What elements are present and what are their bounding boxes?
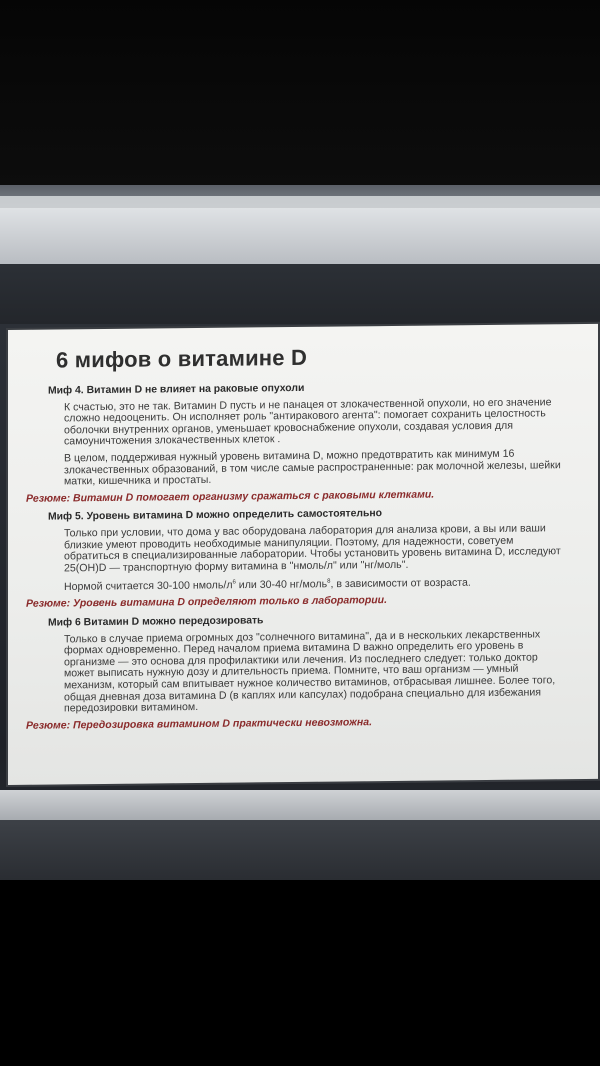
screen-bright-area: [0, 208, 600, 264]
screen-lower-strip: [0, 790, 600, 820]
footnote-ref-2: 8: [327, 578, 331, 585]
myth-5-paragraph-1: Только при условии, что дома у вас оборудована лаборатория для анализа крови, а вы или ваши близкие умеют проводить необходимые манипуляции. Поэтому, для надежности, советуем обратиться в специализированные лаборатории. Чтобы установить уровень витамина D, исследуют 25(OH)D — транспортную форму витамина в "нмоль/л" или "нг/моль".: [64, 522, 561, 575]
myth-5-heading: Миф 5. Уровень витамина D можно определить самостоятельно: [48, 508, 383, 523]
myth-6-paragraph-1: Только в случае приема огромных доз "солнечного витамина", да и в нескольких лекарственных формах одновременно. Перед началом приема витамина D важно определить его уровень в организме — это основа для профилактики или лечения. Из последнего следует: только доктор может выписать нужную дозу и длительность приема. Помните, что ваш организм — умный механизм, который сам впитывает нужное количество витаминов, отбрасывая лишнее. Более того, общая дневная доза витамина D (в каплях или капсулах) подобрана специально для избежания передозировки витамином.: [64, 628, 556, 715]
slide-title: 6 мифов о витамине D: [56, 344, 308, 373]
norm-text-c: , в зависимости от возраста.: [330, 576, 471, 591]
screen-top-strip: [0, 196, 600, 208]
myth-4-summary: Резюме: Витамин D помогает организму сражаться с раковыми клетками.: [26, 488, 435, 505]
slide-content: [26, 380, 586, 739]
myth-4-paragraph-1: К счастью, это не так. Витамин D пусть и не панацея от злокачественной опухоли, но его значение сложно недооценить. Он исполняет роль "антиракового агента": помогает сохранить целостность оболочки внутренних органов, уменьшает кровоснабжение опухоли, создавая условия для самоуничтожения злокачественных клеток .: [64, 395, 552, 448]
myth-4-heading: Миф 4. Витамин D не влияет на раковые опухоли: [48, 382, 305, 397]
dark-room-bottom: [0, 880, 600, 1066]
myth-6-summary: Резюме: Передозировка витамином D практически невозможна.: [26, 715, 372, 732]
norm-text-a: Нормой считается 30-100 нмоль/л: [64, 579, 233, 594]
screen-bottom-frame: [0, 820, 600, 880]
myth-5-summary: Резюме: Уровень витамина D определяют только в лаборатории.: [26, 594, 388, 611]
myth-4-paragraph-2: В целом, поддерживая нужный уровень витамина D, можно предотвратить как минимум 16 злокачественных образований, в том числе самые распространенные: рак молочной железы, шейки матки, кишечника и простаты.: [64, 447, 561, 488]
presentation-slide: [8, 324, 598, 785]
norm-text-b: или 30-40 нг/моль: [235, 578, 328, 592]
dark-room-top: [0, 0, 600, 185]
myth-6-heading: Миф 6 Витамин D можно передозировать: [48, 615, 264, 629]
screen-dark-band: [0, 264, 600, 324]
footnote-ref-1: 6: [232, 579, 236, 586]
myth-5-paragraph-2: [64, 574, 569, 593]
